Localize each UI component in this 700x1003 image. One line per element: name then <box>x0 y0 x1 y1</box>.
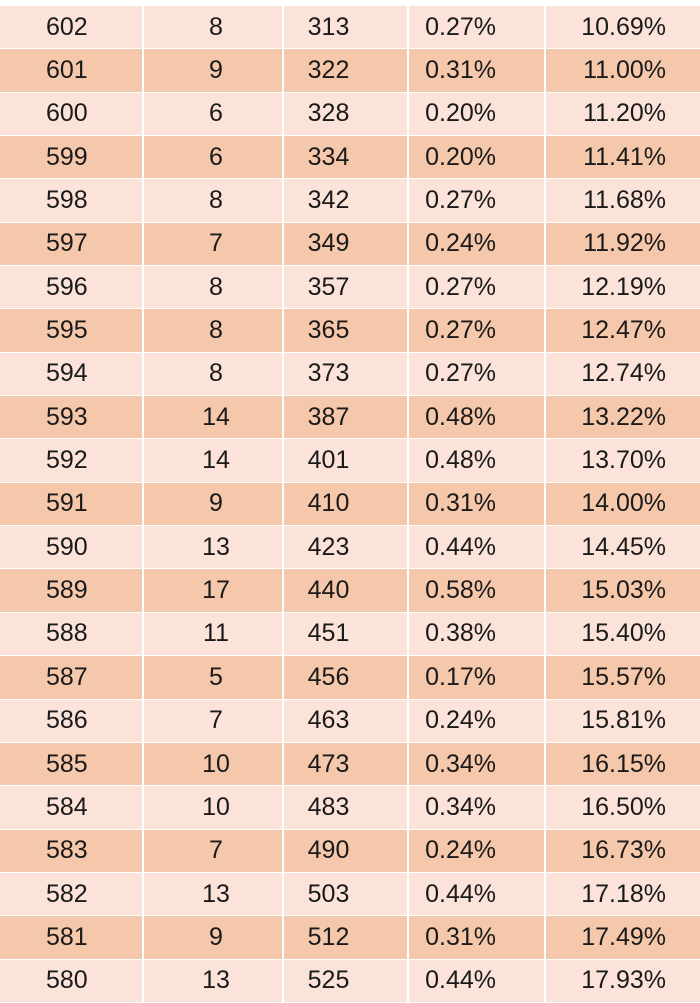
score-cell: 598 <box>0 179 143 222</box>
cumulative-percent-cell: 16.15% <box>545 742 700 785</box>
cumulative-count-cell: 473 <box>283 742 408 785</box>
cumulative-count-cell: 342 <box>283 179 408 222</box>
table-row <box>0 786 700 829</box>
table-row <box>0 656 700 699</box>
score-cell: 594 <box>0 352 143 395</box>
cumulative-count-cell: 387 <box>283 396 408 439</box>
table-row <box>0 92 700 135</box>
cumulative-count-cell: 313 <box>283 6 408 49</box>
cumulative-percent-cell: 13.22% <box>545 396 700 439</box>
count-cell: 10 <box>143 786 283 829</box>
cumulative-percent-cell: 17.93% <box>545 959 700 1002</box>
table-row <box>0 872 700 915</box>
score-cell: 591 <box>0 482 143 525</box>
count-cell: 9 <box>143 482 283 525</box>
table-row <box>0 352 700 395</box>
cumulative-percent-cell: 16.50% <box>545 786 700 829</box>
score-cell: 589 <box>0 569 143 612</box>
table-body <box>0 6 700 1002</box>
table-row <box>0 222 700 265</box>
score-cell: 600 <box>0 92 143 135</box>
cumulative-count-cell: 365 <box>283 309 408 352</box>
percent-cell: 0.27% <box>408 352 545 395</box>
table-row <box>0 916 700 959</box>
cumulative-percent-cell: 16.73% <box>545 829 700 872</box>
percent-cell: 0.58% <box>408 569 545 612</box>
cumulative-count-cell: 373 <box>283 352 408 395</box>
percent-cell: 0.17% <box>408 656 545 699</box>
score-cell: 581 <box>0 916 143 959</box>
percent-cell: 0.34% <box>408 786 545 829</box>
score-cell: 590 <box>0 526 143 569</box>
cumulative-count-cell: 451 <box>283 612 408 655</box>
percent-cell: 0.24% <box>408 699 545 742</box>
table-row <box>0 179 700 222</box>
score-cell: 585 <box>0 742 143 785</box>
score-cell: 602 <box>0 6 143 49</box>
table-row <box>0 49 700 92</box>
cumulative-count-cell: 423 <box>283 526 408 569</box>
cumulative-count-cell: 463 <box>283 699 408 742</box>
count-cell: 7 <box>143 829 283 872</box>
cumulative-count-cell: 410 <box>283 482 408 525</box>
percent-cell: 0.31% <box>408 482 545 525</box>
cumulative-percent-cell: 15.03% <box>545 569 700 612</box>
table-row <box>0 396 700 439</box>
cumulative-count-cell: 440 <box>283 569 408 612</box>
percent-cell: 0.20% <box>408 136 545 179</box>
cumulative-percent-cell: 11.92% <box>545 222 700 265</box>
cumulative-count-cell: 328 <box>283 92 408 135</box>
cumulative-percent-cell: 17.18% <box>545 872 700 915</box>
table-row <box>0 439 700 482</box>
count-cell: 8 <box>143 6 283 49</box>
table-row <box>0 699 700 742</box>
table-row <box>0 959 700 1002</box>
cumulative-percent-cell: 14.45% <box>545 526 700 569</box>
score-cell: 584 <box>0 786 143 829</box>
percent-cell: 0.24% <box>408 829 545 872</box>
score-cell: 582 <box>0 872 143 915</box>
percent-cell: 0.31% <box>408 916 545 959</box>
cumulative-percent-cell: 15.57% <box>545 656 700 699</box>
count-cell: 6 <box>143 136 283 179</box>
count-cell: 8 <box>143 309 283 352</box>
cumulative-percent-cell: 11.20% <box>545 92 700 135</box>
table-row <box>0 309 700 352</box>
cumulative-count-cell: 322 <box>283 49 408 92</box>
score-cell: 596 <box>0 266 143 309</box>
cumulative-percent-cell: 12.74% <box>545 352 700 395</box>
cumulative-percent-cell: 12.19% <box>545 266 700 309</box>
percent-cell: 0.48% <box>408 439 545 482</box>
table-row <box>0 482 700 525</box>
percent-cell: 0.44% <box>408 526 545 569</box>
cumulative-count-cell: 357 <box>283 266 408 309</box>
cumulative-count-cell: 334 <box>283 136 408 179</box>
score-cell: 586 <box>0 699 143 742</box>
count-cell: 5 <box>143 656 283 699</box>
percent-cell: 0.27% <box>408 266 545 309</box>
count-cell: 9 <box>143 916 283 959</box>
cumulative-percent-cell: 10.69% <box>545 6 700 49</box>
score-distribution-table <box>0 6 700 1003</box>
percent-cell: 0.20% <box>408 92 545 135</box>
score-cell: 580 <box>0 959 143 1002</box>
percent-cell: 0.44% <box>408 959 545 1002</box>
cumulative-percent-cell: 15.40% <box>545 612 700 655</box>
percent-cell: 0.24% <box>408 222 545 265</box>
cumulative-percent-cell: 15.81% <box>545 699 700 742</box>
score-cell: 599 <box>0 136 143 179</box>
count-cell: 8 <box>143 266 283 309</box>
score-cell: 597 <box>0 222 143 265</box>
count-cell: 8 <box>143 179 283 222</box>
cumulative-percent-cell: 11.41% <box>545 136 700 179</box>
cumulative-percent-cell: 12.47% <box>545 309 700 352</box>
count-cell: 7 <box>143 222 283 265</box>
score-cell: 587 <box>0 656 143 699</box>
score-cell: 601 <box>0 49 143 92</box>
count-cell: 13 <box>143 872 283 915</box>
count-cell: 7 <box>143 699 283 742</box>
cumulative-percent-cell: 11.00% <box>545 49 700 92</box>
score-cell: 588 <box>0 612 143 655</box>
count-cell: 14 <box>143 396 283 439</box>
score-cell: 583 <box>0 829 143 872</box>
cumulative-count-cell: 349 <box>283 222 408 265</box>
score-cell: 595 <box>0 309 143 352</box>
count-cell: 13 <box>143 526 283 569</box>
cumulative-count-cell: 483 <box>283 786 408 829</box>
table-row <box>0 6 700 49</box>
percent-cell: 0.34% <box>408 742 545 785</box>
cumulative-count-cell: 456 <box>283 656 408 699</box>
cumulative-count-cell: 490 <box>283 829 408 872</box>
percent-cell: 0.48% <box>408 396 545 439</box>
cumulative-count-cell: 503 <box>283 872 408 915</box>
table-row <box>0 569 700 612</box>
cumulative-count-cell: 401 <box>283 439 408 482</box>
table-row <box>0 829 700 872</box>
score-cell: 592 <box>0 439 143 482</box>
cumulative-percent-cell: 11.68% <box>545 179 700 222</box>
count-cell: 14 <box>143 439 283 482</box>
table-row <box>0 266 700 309</box>
cumulative-count-cell: 525 <box>283 959 408 1002</box>
percent-cell: 0.27% <box>408 179 545 222</box>
count-cell: 8 <box>143 352 283 395</box>
count-cell: 13 <box>143 959 283 1002</box>
cumulative-percent-cell: 17.49% <box>545 916 700 959</box>
score-cell: 593 <box>0 396 143 439</box>
table-row <box>0 742 700 785</box>
count-cell: 17 <box>143 569 283 612</box>
count-cell: 11 <box>143 612 283 655</box>
cumulative-count-cell: 512 <box>283 916 408 959</box>
table-row <box>0 612 700 655</box>
percent-cell: 0.38% <box>408 612 545 655</box>
percent-cell: 0.27% <box>408 6 545 49</box>
table-row <box>0 136 700 179</box>
count-cell: 9 <box>143 49 283 92</box>
percent-cell: 0.44% <box>408 872 545 915</box>
percent-cell: 0.27% <box>408 309 545 352</box>
cumulative-percent-cell: 13.70% <box>545 439 700 482</box>
percent-cell: 0.31% <box>408 49 545 92</box>
count-cell: 10 <box>143 742 283 785</box>
cumulative-percent-cell: 14.00% <box>545 482 700 525</box>
count-cell: 6 <box>143 92 283 135</box>
table-row <box>0 526 700 569</box>
